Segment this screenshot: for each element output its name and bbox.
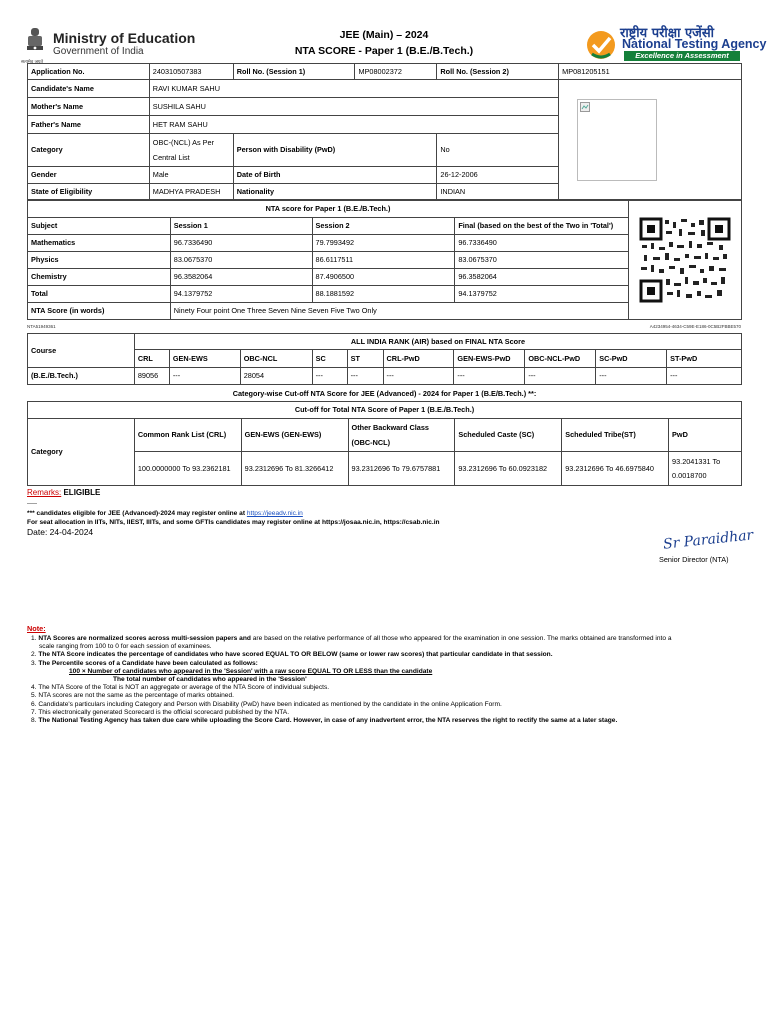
score-words-label: NTA Score (in words) <box>28 303 171 320</box>
cutoff-header: Scheduled Caste (SC) <box>455 419 562 452</box>
jeeadv-link[interactable]: https://jeeadv.nic.in <box>246 510 303 517</box>
subject-name: Physics <box>28 252 171 269</box>
rank-value: --- <box>454 368 525 385</box>
cutoff-pwd-line2: 0.0018700 <box>672 471 707 480</box>
course-label: Course <box>28 334 135 368</box>
subject-name: Chemistry <box>28 269 171 286</box>
note-5: NTA scores are not the same as the percentage of marks obtained. <box>38 692 234 700</box>
note-item: 5. NTA scores are not the same as the percentage of marks obtained. <box>31 692 234 700</box>
final-score: 96.3582064 <box>455 269 629 286</box>
cutoff-value-pwd <box>669 452 742 486</box>
note-6: Candidate's particulars including Category and Person with Disability (PwD) have been indicated as mentioned by the candidate in the online Application Form. <box>38 700 502 708</box>
nta-tagline: Excellence in Assessment <box>624 51 740 61</box>
cutoff-category-label: Category <box>28 419 135 486</box>
cutoff-value: 93.2312696 To 81.3266412 <box>241 452 348 486</box>
header-session1: Session 1 <box>170 218 312 235</box>
note-1-bold: NTA Scores are normalized scores across multi-session papers and <box>38 635 251 642</box>
note-item: 2. The NTA Score indicates the percentage of candidates who have scored EQUAL TO OR BELOW (same or lower raw scores) that particular candidate in that session. <box>31 651 553 659</box>
qr-code-icon <box>639 217 731 303</box>
final-score: 96.7336490 <box>455 235 629 252</box>
state-label: State of Eligibility <box>28 184 150 201</box>
roll1-value: MP08002372 <box>355 64 437 80</box>
josaa-line: For seat allocation in IITs, NITs, IIEST, IIITs, and some GFTIs candidates may register online at https://josaa.nic.in, https://csab.nic.in <box>27 519 440 526</box>
rank-value: 28054 <box>240 368 312 385</box>
remarks-dash: ----- <box>27 501 37 507</box>
note-item: 8. The National Testing Agency has taken due care while uploading the Score Card. However, in case of any inadvertent error, the NTA reserves the right to rectify the same at a later stage. <box>31 717 618 725</box>
rank-header: CRL <box>134 350 169 368</box>
jeeadv-text: *** candidates eligible for JEE (Advanced)-2024 may register online at <box>27 510 247 517</box>
nationality-label: Nationality <box>233 184 437 201</box>
note-4: The NTA Score of the Total is NOT an aggregate or average of the NTA Score of individual subjects. <box>38 684 330 692</box>
rank-header: CRL-PwD <box>383 350 454 368</box>
pwd-value: No <box>437 134 559 167</box>
note-7: This electronically generated Scorecard is the official scorecard published by the NTA. <box>38 708 290 716</box>
cutoff-value: 93.2312696 To 60.0923182 <box>455 452 562 486</box>
cutoff-value: 93.2312696 To 46.6975840 <box>562 452 669 486</box>
nta-name: National Testing Agency <box>622 37 767 51</box>
rank-header: GEN-EWS <box>169 350 240 368</box>
rank-value: --- <box>169 368 240 385</box>
note-2: The NTA Score indicates the percentage of candidates who have scored EQUAL TO OR BELOW (same or lower raw scores) that particular candidate in that session. <box>38 651 553 659</box>
note-3: The Percentile scores of a Candidate have been calculated as follows: <box>38 659 258 667</box>
remarks-label: Remarks: <box>27 488 62 497</box>
rank-header: ST <box>347 350 383 368</box>
note-1-rest: are based on the relative performance of all those who appeared for the examination in one session. The marks obtained are transformed into a <box>250 635 672 642</box>
rank-header: SC <box>312 350 347 368</box>
roll2-value: MP081205151 <box>559 64 742 80</box>
signature: Sr Paraidhar <box>662 527 754 553</box>
rank-value: --- <box>667 368 742 385</box>
rank-value: --- <box>383 368 454 385</box>
rank-header: OBC-NCL-PwD <box>525 350 596 368</box>
dob-value: 26-12-2006 <box>437 167 559 184</box>
header-final: Final (based on the best of the Two in 'Total') <box>455 218 629 235</box>
rank-value: --- <box>312 368 347 385</box>
note-item: 6. Candidate's particulars including Category and Person with Disability (PwD) have been indicated as mentioned by the candidate in the online Application Form. <box>31 700 502 708</box>
candidate-name-label: Candidate's Name <box>28 80 150 98</box>
note-item: scale ranging from 100 to 0 for each session of examinees. <box>39 643 212 651</box>
rank-header: SC-PwD <box>596 350 667 368</box>
score-title: NTA SCORE - Paper 1 (B.E./B.Tech.) <box>294 45 474 57</box>
cutoff-header-obc <box>348 419 455 452</box>
rank-value: --- <box>596 368 667 385</box>
note-item: 7. This electronically generated Scorecard is the official scorecard published by the NTA. <box>31 708 290 716</box>
pwd-label: Person with Disability (PwD) <box>233 134 437 167</box>
final-score: 83.0675370 <box>455 252 629 269</box>
gender-label: Gender <box>28 167 150 184</box>
nationality-value: INDIAN <box>437 184 559 201</box>
score-words: Ninety Four point One Three Seven Nine Seven Five Two Only <box>170 303 628 320</box>
notes-title: Note: <box>27 624 46 633</box>
category-value <box>149 134 233 167</box>
rank-value: --- <box>347 368 383 385</box>
cutoff-header-obc-line1: Other Backward Class <box>351 423 429 433</box>
score-table-title: NTA score for Paper 1 (B.E./B.Tech.) <box>28 200 629 218</box>
state-value: MADHYA PRADESH <box>149 184 233 201</box>
course-value: (B.E./B.Tech.) <box>28 368 135 385</box>
ministry-subtitle: Government of India <box>53 46 144 57</box>
qr-cell <box>629 200 742 320</box>
rank-value: 89056 <box>134 368 169 385</box>
candidate-photo <box>577 99 657 181</box>
session1-score: 96.3582064 <box>170 269 312 286</box>
candidate-name: RAVI KUMAR SAHU <box>149 80 558 98</box>
subject-name: Mathematics <box>28 235 171 252</box>
header-subject: Subject <box>28 218 171 235</box>
rank-title: ALL INDIA RANK (AIR) based on FINAL NTA Score <box>134 334 741 350</box>
cutoff-header: Common Rank List (CRL) <box>134 419 241 452</box>
ministry-title: Ministry of Education <box>53 30 196 46</box>
emblem-logo <box>24 26 46 58</box>
nta-logo-icon <box>586 30 616 60</box>
cutoff-pwd-line1: 93.2041331 To <box>672 456 721 466</box>
cutoff-header: GEN-EWS (GEN-EWS) <box>241 419 348 452</box>
score-table <box>27 199 742 320</box>
header-session2: Session 2 <box>312 218 455 235</box>
cutoff-header-obc-line2: (OBC-NCL) <box>351 437 391 447</box>
roll1-label: Roll No. (Session 1) <box>233 64 355 80</box>
cutoff-caption: Category-wise Cut-off NTA Score for JEE (Advanced) - 2024 for Paper 1 (B.E/B.Tech.) **: <box>232 389 537 398</box>
session2-score: 86.6117511 <box>312 252 455 269</box>
cutoff-header: Scheduled Tribe(ST) <box>562 419 669 452</box>
dob-label: Date of Birth <box>233 167 437 184</box>
nta-hindi-name: राष्ट्रीय परीक्षा एजेंसी <box>620 26 714 41</box>
formula-denominator: The total number of candidates who appeared in the 'Session' <box>113 676 307 684</box>
photo-cell <box>559 80 742 201</box>
notes-list <box>31 635 743 725</box>
mother-name-label: Mother's Name <box>28 98 150 116</box>
category-label: Category <box>28 134 150 167</box>
application-no: 240310507383 <box>149 64 233 80</box>
session1-score: 96.7336490 <box>170 235 312 252</box>
final-score: 94.1379752 <box>455 286 629 303</box>
subject-name: Total <box>28 286 171 303</box>
cutoff-header: PwD <box>669 419 742 452</box>
session2-score: 87.4906500 <box>312 269 455 286</box>
remarks-value: ELIGIBLE <box>63 488 101 497</box>
exam-title: JEE (Main) – 2024 <box>339 29 429 41</box>
signatory-title: Senior Director (NTA) <box>659 555 729 564</box>
note-item: 4. The NTA Score of the Total is NOT an aggregate or average of the NTA Score of individual subjects. <box>31 684 330 692</box>
category-line2: Central List <box>152 152 190 162</box>
category-line1: OBC-(NCL) As Per <box>152 138 215 148</box>
cutoff-table <box>27 401 742 486</box>
rank-value: --- <box>525 368 596 385</box>
formula-numerator: 100 × Number of candidates who appeared in the 'Session' with a raw score EQUAL TO OR LESS than the candidate <box>69 667 433 675</box>
doc-code-right: A4234954-4634-C59E-E186-0C5B2FBBE570 <box>649 324 741 329</box>
application-no-label: Application No. <box>28 64 150 80</box>
cutoff-value: 93.2312696 To 79.6757881 <box>348 452 455 486</box>
mother-name: SUSHILA SAHU <box>149 98 558 116</box>
remarks <box>27 488 100 497</box>
session2-score: 88.1881592 <box>312 286 455 303</box>
emblem-caption: सत्यमेव जयते <box>21 60 44 65</box>
note-item: 1. NTA Scores are normalized scores across multi-session papers and are based on the relative performance of all those who appeared for the examination in one session. The marks obtained are transformed into a <box>31 635 672 642</box>
candidate-details-table <box>27 63 742 201</box>
gender-value: Male <box>149 167 233 184</box>
rank-header: ST-PwD <box>667 350 742 368</box>
rank-header: OBC-NCL <box>240 350 312 368</box>
cutoff-title: Cut-off for Total NTA Score of Paper 1 (B.E./B.Tech.) <box>28 402 742 419</box>
jeeadv-line <box>27 510 303 517</box>
father-name-label: Father's Name <box>28 116 150 134</box>
cutoff-value: 100.0000000 To 93.2362181 <box>134 452 241 486</box>
rank-header: GEN-EWS-PwD <box>454 350 525 368</box>
father-name: HET RAM SAHU <box>149 116 558 134</box>
rank-table <box>27 333 742 385</box>
session1-score: 83.0675370 <box>170 252 312 269</box>
note-item: 3. The Percentile scores of a Candidate have been calculated as follows: <box>31 659 258 667</box>
session2-score: 79.7993492 <box>312 235 455 252</box>
note-8: The National Testing Agency has taken due care while uploading the Score Card. However, in case of any inadvertent error, the NTA reserves the right to rectify the same at a later stage. <box>38 717 618 725</box>
roll2-label: Roll No. (Session 2) <box>437 64 559 80</box>
session1-score: 94.1379752 <box>170 286 312 303</box>
doc-code-left: NTA51949361 <box>27 324 56 329</box>
issue-date: Date: 24-04-2024 <box>27 527 94 537</box>
